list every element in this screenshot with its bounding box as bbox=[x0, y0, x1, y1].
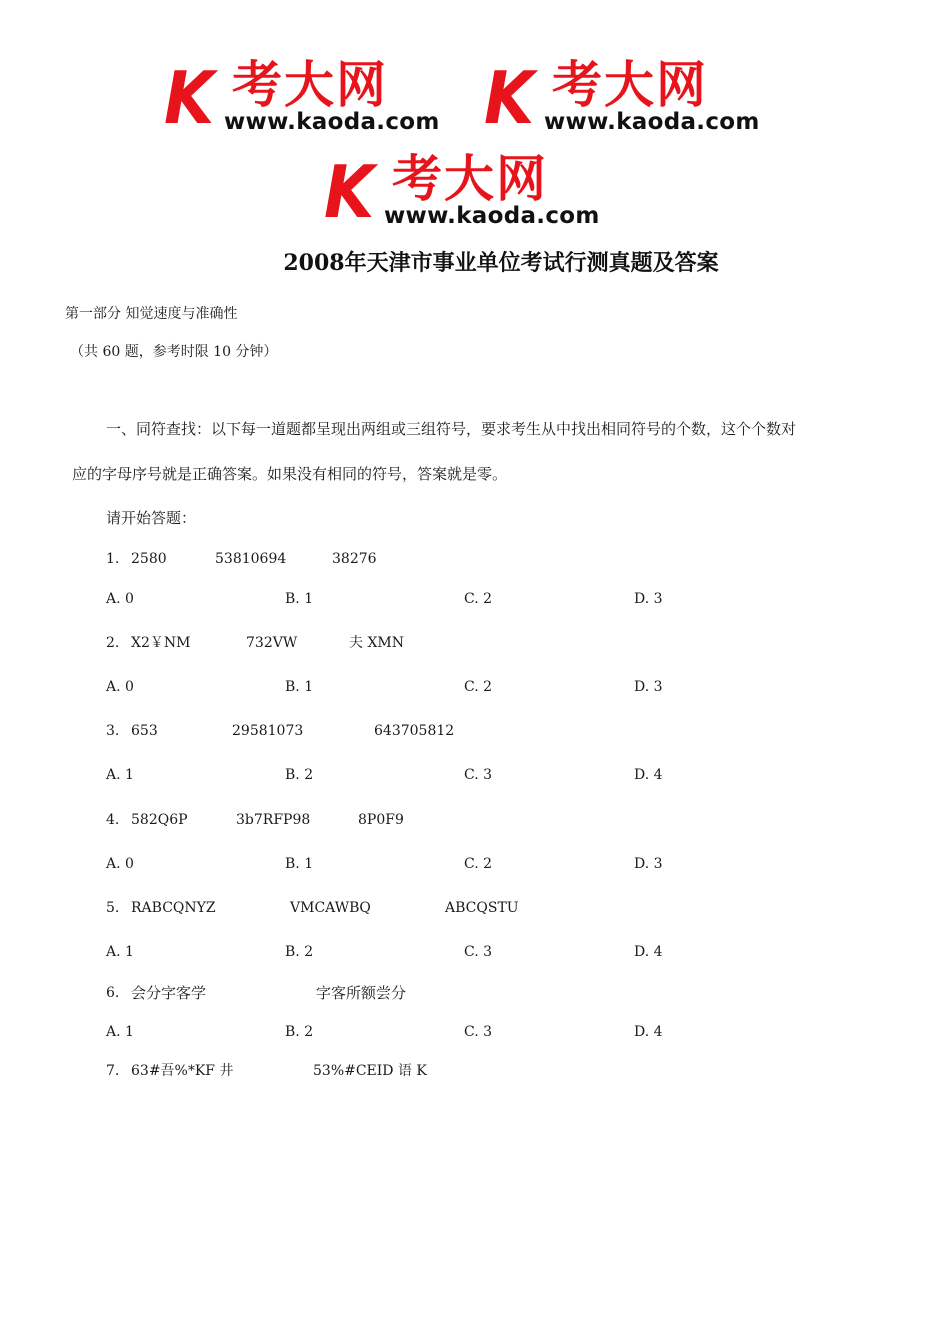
option-a[interactable]: A. 0 bbox=[106, 856, 134, 872]
symbol-group: 2580 bbox=[131, 551, 167, 567]
symbol-group: 53%#CEID 语 K bbox=[313, 1063, 427, 1079]
option-c[interactable]: C. 2 bbox=[464, 679, 493, 695]
question-number: 1. bbox=[106, 551, 120, 567]
option-c[interactable]: C. 2 bbox=[464, 856, 493, 872]
symbol-group: 会分字客学 bbox=[131, 984, 207, 1002]
logo-k-mark: K bbox=[484, 56, 535, 140]
part-heading: 第一部分 知觉速度与准确性 bbox=[65, 306, 238, 322]
option-d[interactable]: D. 3 bbox=[634, 679, 663, 695]
symbol-group: RABCQNYZ bbox=[131, 900, 216, 916]
option-c[interactable]: C. 3 bbox=[464, 1024, 493, 1040]
logo-url: www.kaoda.com bbox=[384, 203, 600, 229]
logo-chinese-name: 考大网 bbox=[392, 150, 548, 208]
symbol-group: 夫 XMN bbox=[349, 635, 405, 651]
option-d[interactable]: D. 3 bbox=[634, 591, 663, 607]
option-d[interactable]: D. 4 bbox=[634, 1024, 663, 1040]
part-note: （共 60 题，参考时限 10 分钟） bbox=[70, 344, 278, 360]
symbol-group: VMCAWBQ bbox=[290, 900, 371, 916]
symbol-group: 732VW bbox=[246, 635, 298, 651]
symbol-group: 38276 bbox=[332, 551, 377, 567]
symbol-group: 653 bbox=[131, 723, 158, 739]
logo-chinese-name: 考大网 bbox=[232, 56, 388, 114]
symbol-group: 582Q6P bbox=[131, 812, 188, 828]
option-c[interactable]: C. 2 bbox=[464, 591, 493, 607]
option-a[interactable]: A. 0 bbox=[106, 679, 134, 695]
option-d[interactable]: D. 4 bbox=[634, 767, 663, 783]
question-number: 3. bbox=[106, 723, 120, 739]
option-a[interactable]: A. 1 bbox=[106, 944, 134, 960]
start-prompt: 请开始答题： bbox=[106, 509, 197, 527]
logo-url: www.kaoda.com bbox=[544, 109, 760, 135]
option-d[interactable]: D. 4 bbox=[634, 944, 663, 960]
option-b[interactable]: B. 1 bbox=[285, 856, 314, 872]
symbol-group: X2￥NM bbox=[131, 635, 191, 651]
symbol-group: 643705812 bbox=[374, 723, 455, 739]
logo-kaoda-3 bbox=[324, 152, 642, 232]
symbol-group: 53810694 bbox=[215, 551, 287, 567]
option-a[interactable]: A. 0 bbox=[106, 591, 134, 607]
option-b[interactable]: B. 1 bbox=[285, 591, 314, 607]
logo-k-mark: K bbox=[164, 56, 215, 140]
question-number: 7. bbox=[106, 1063, 120, 1079]
logo-chinese-name: 考大网 bbox=[552, 56, 708, 114]
section-intro-line-1: 一、同符查找：以下每一道题都呈现出两组或三组符号，要求考生从中找出相同符号的个数，这个个数对 bbox=[106, 420, 797, 438]
option-b[interactable]: B. 2 bbox=[285, 767, 314, 783]
logo-url: www.kaoda.com bbox=[224, 109, 440, 135]
option-c[interactable]: C. 3 bbox=[464, 767, 493, 783]
option-c[interactable]: C. 3 bbox=[464, 944, 493, 960]
logo-k-mark: K bbox=[324, 150, 375, 234]
document-title: 2008年天津市事业单位考试行测真题及答案 bbox=[283, 250, 719, 276]
question-number: 4. bbox=[106, 812, 120, 828]
question-number: 2. bbox=[106, 635, 120, 651]
option-b[interactable]: B. 2 bbox=[285, 1024, 314, 1040]
symbol-group: 字客所额尝分 bbox=[316, 984, 407, 1002]
option-a[interactable]: A. 1 bbox=[106, 1024, 134, 1040]
option-a[interactable]: A. 1 bbox=[106, 767, 134, 783]
option-b[interactable]: B. 1 bbox=[285, 679, 314, 695]
option-d[interactable]: D. 3 bbox=[634, 856, 663, 872]
option-b[interactable]: B. 2 bbox=[285, 944, 314, 960]
question-number: 6. bbox=[106, 985, 120, 1001]
symbol-group: 63#吾%*KF 井 bbox=[131, 1063, 234, 1079]
symbol-group: ABCQSTU bbox=[445, 900, 519, 916]
question-number: 5. bbox=[106, 900, 120, 916]
symbol-group: 3b7RFP98 bbox=[236, 812, 311, 828]
logo-kaoda-1 bbox=[164, 58, 482, 138]
logo-kaoda-2 bbox=[484, 58, 802, 138]
section-intro-line-2: 应的字母序号就是正确答案。如果没有相同的符号，答案就是零。 bbox=[72, 465, 508, 483]
symbol-group: 8P0F9 bbox=[358, 812, 404, 828]
symbol-group: 29581073 bbox=[232, 723, 304, 739]
